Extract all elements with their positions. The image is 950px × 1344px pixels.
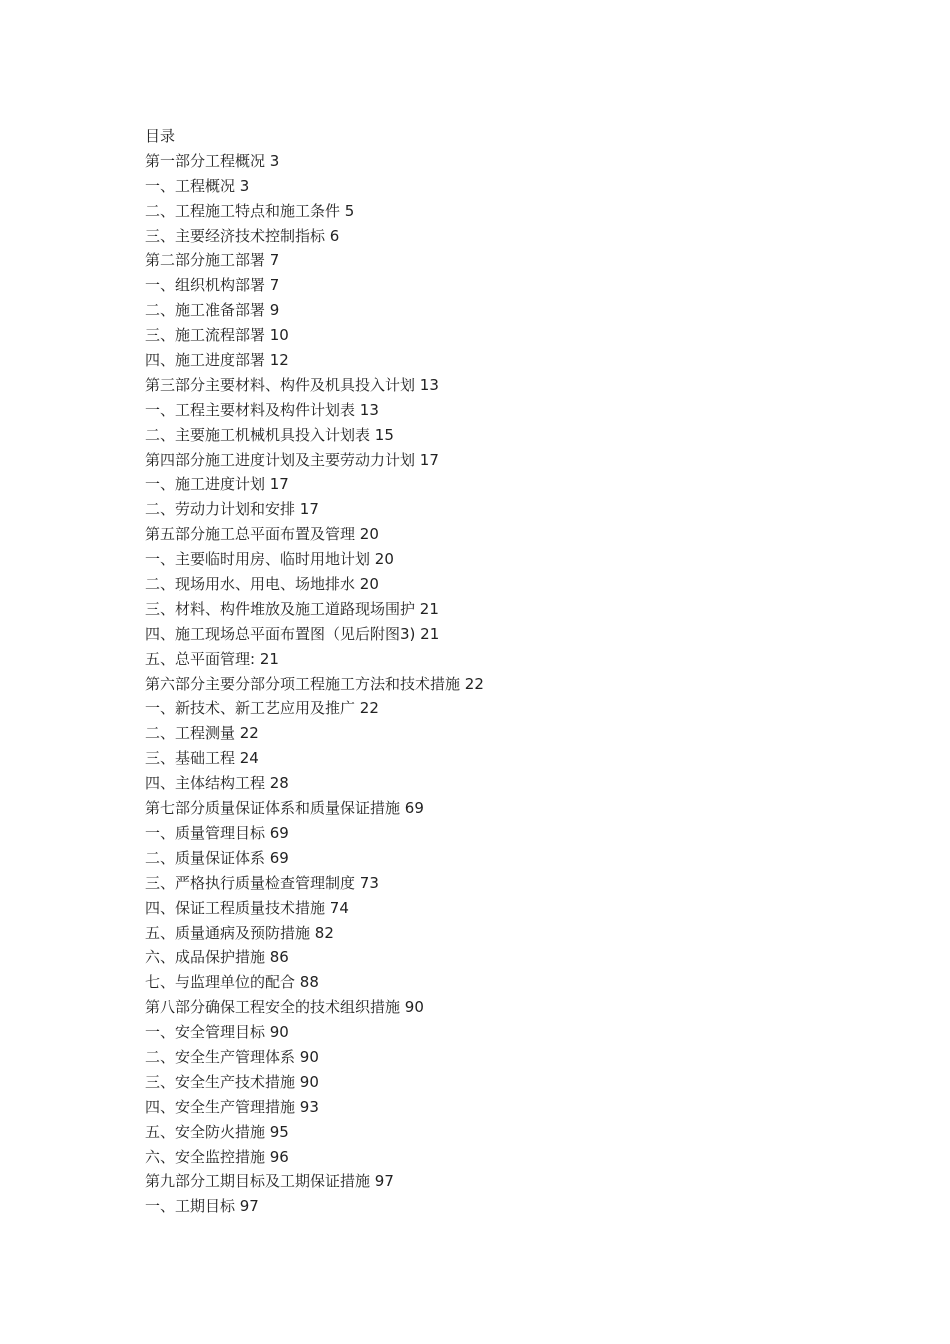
toc-entry: 一、新技术、新工艺应用及推广 22 xyxy=(145,699,379,718)
toc-entry: 三、安全生产技术措施 90 xyxy=(145,1072,319,1091)
toc-entry: 五、安全防火措施 95 xyxy=(145,1122,289,1141)
toc-entry: 三、材料、构件堆放及施工道路现场围护 21 xyxy=(145,599,439,618)
toc-entry: 二、工程测量 22 xyxy=(145,724,259,743)
toc-entry: 一、主要临时用房、临时用地计划 20 xyxy=(145,550,394,569)
toc-entry: 第八部分确保工程安全的技术组织措施 90 xyxy=(145,998,424,1017)
toc-entry: 一、安全管理目标 90 xyxy=(145,1023,289,1042)
toc-entry: 六、安全监控措施 96 xyxy=(145,1147,289,1166)
toc-entry: 二、主要施工机械机具投入计划表 15 xyxy=(145,425,394,444)
toc-entry: 四、施工现场总平面布置图（见后附图3) 21 xyxy=(145,624,440,643)
toc-entry: 第三部分主要材料、构件及机具投入计划 13 xyxy=(145,375,439,394)
toc-entry: 第六部分主要分部分项工程施工方法和技术措施 22 xyxy=(145,674,484,693)
toc-entry: 四、安全生产管理措施 93 xyxy=(145,1097,319,1116)
toc-entry: 三、基础工程 24 xyxy=(145,749,259,768)
toc-entry: 三、主要经济技术控制指标 6 xyxy=(145,226,340,245)
toc-entry: 一、工期目标 97 xyxy=(145,1197,259,1216)
toc-entry: 二、安全生产管理体系 90 xyxy=(145,1047,319,1066)
toc-list xyxy=(145,149,845,1219)
toc-entry: 第五部分施工总平面布置及管理 20 xyxy=(145,525,379,544)
toc-title: 目录 xyxy=(145,127,176,145)
toc-entry: 三、严格执行质量检查管理制度 73 xyxy=(145,873,379,892)
document-page xyxy=(145,124,845,1219)
toc-entry: 四、保证工程质量技术措施 74 xyxy=(145,898,349,917)
toc-entry: 五、质量通病及预防措施 82 xyxy=(145,923,334,942)
toc-entry: 第七部分质量保证体系和质量保证措施 69 xyxy=(145,799,424,818)
toc-entry: 五、总平面管理: 21 xyxy=(145,649,279,668)
toc-entry: 七、与监理单位的配合 88 xyxy=(145,973,319,992)
toc-entry: 二、工程施工特点和施工条件 5 xyxy=(145,201,355,220)
toc-entry: 一、质量管理目标 69 xyxy=(145,823,289,842)
toc-entry: 二、现场用水、用电、场地排水 20 xyxy=(145,575,379,594)
toc-entry: 第一部分工程概况 3 xyxy=(145,151,280,170)
toc-entry: 二、劳动力计划和安排 17 xyxy=(145,500,319,519)
toc-entry: 六、成品保护措施 86 xyxy=(145,948,289,967)
toc-entry: 四、施工进度部署 12 xyxy=(145,351,289,370)
toc-entry: 第九部分工期目标及工期保证措施 97 xyxy=(145,1172,394,1191)
toc-entry: 二、质量保证体系 69 xyxy=(145,848,289,867)
toc-entry: 第二部分施工部署 7 xyxy=(145,251,280,270)
toc-entry: 一、工程主要材料及构件计划表 13 xyxy=(145,400,379,419)
toc-entry: 一、施工进度计划 17 xyxy=(145,475,289,494)
toc-entry: 第四部分施工进度计划及主要劳动力计划 17 xyxy=(145,450,439,469)
toc-entry: 一、组织机构部署 7 xyxy=(145,276,280,295)
toc-entry: 三、施工流程部署 10 xyxy=(145,326,289,345)
toc-entry: 一、工程概况 3 xyxy=(145,176,250,195)
toc-entry: 四、主体结构工程 28 xyxy=(145,774,289,793)
toc-entry: 二、施工准备部署 9 xyxy=(145,301,280,320)
